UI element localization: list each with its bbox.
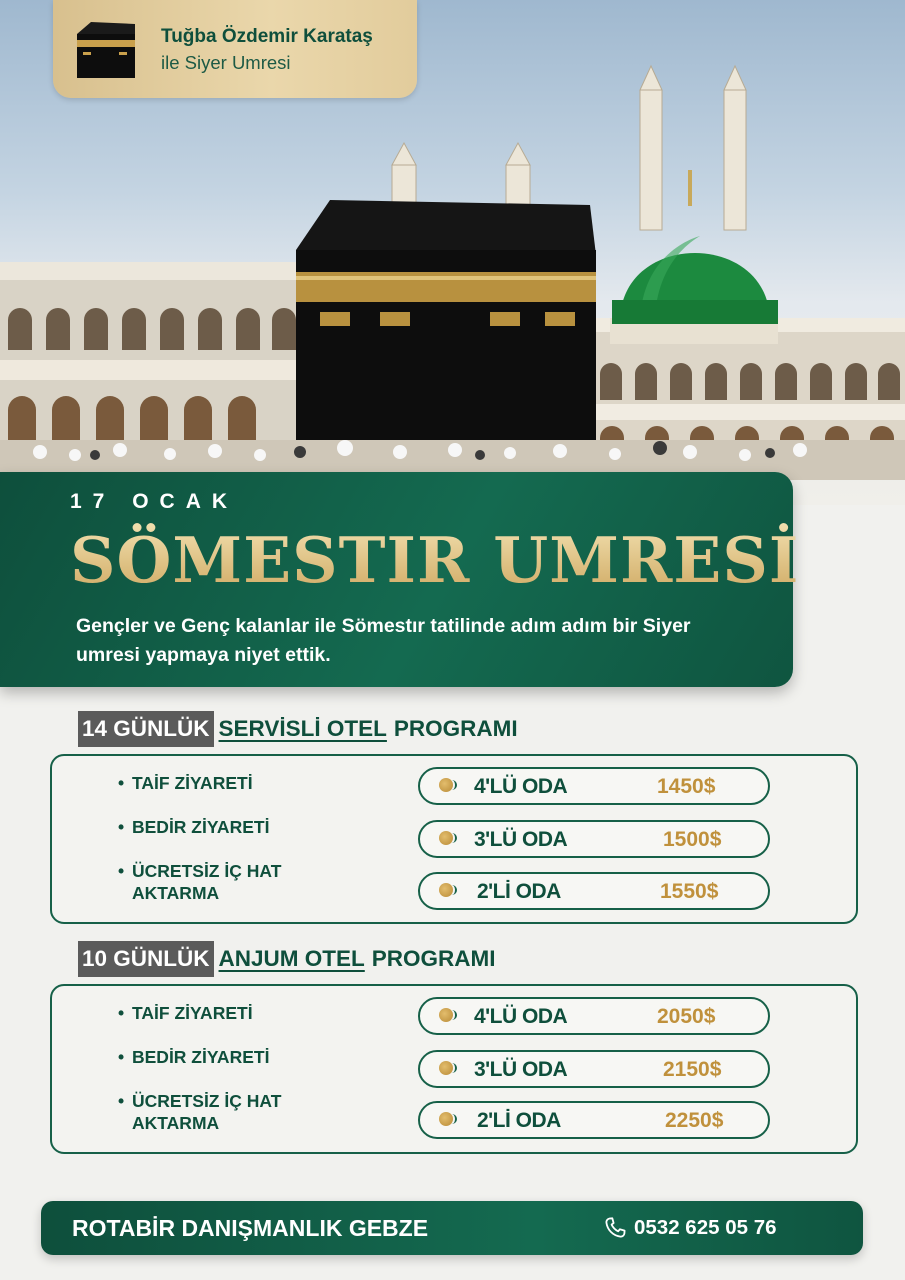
program-label: PROGRAMI	[393, 716, 518, 741]
feature-text: BEDİR ZİYARETİ	[132, 817, 270, 837]
room-price: 1550$	[660, 880, 719, 903]
room-option[interactable]	[418, 820, 770, 858]
feature-text: ÜCRETSİZ İÇ HAT AKTARMA	[132, 1091, 282, 1133]
room-option[interactable]	[418, 1050, 770, 1088]
program-title	[78, 711, 518, 747]
feature-item	[118, 1046, 269, 1068]
intro-text: Gençler ve Genç kalanlar ile Sömestır tatilinde adım adım bir Siyer umresi yapmaya niyet ettik.	[76, 615, 691, 666]
coin-icon	[439, 883, 453, 897]
room-price: 2250$	[665, 1109, 724, 1132]
brand-subtitle: ile Siyer Umresi	[161, 52, 291, 73]
room-price: 2050$	[657, 1005, 716, 1028]
room-price: 1450$	[657, 775, 716, 798]
bullet: •	[118, 1047, 125, 1067]
bullet: •	[118, 1091, 125, 1111]
coin-icon	[439, 778, 453, 792]
bullet: •	[118, 773, 125, 793]
coin-icon	[439, 1008, 453, 1022]
program-hotel: SERVİSLİ OTEL	[218, 716, 387, 741]
feature-item	[118, 772, 253, 794]
kaaba-icon	[75, 20, 137, 80]
company-name: ROTABİR DANIŞMANLIK GEBZE	[72, 1215, 429, 1241]
feature-text: ÜCRETSİZ İÇ HAT AKTARMA	[132, 861, 282, 903]
coin-icon	[439, 831, 453, 845]
room-option[interactable]	[418, 997, 770, 1035]
room-option[interactable]	[418, 1101, 770, 1139]
phone-icon	[603, 1216, 627, 1240]
program-hotel: ANJUM OTEL	[218, 946, 365, 971]
room-name: 2'Lİ ODA	[477, 1109, 561, 1132]
program-days: 14 GÜNLÜK	[78, 711, 214, 747]
room-name: 4'LÜ ODA	[474, 1005, 568, 1028]
feature-item	[118, 860, 338, 904]
program-title	[78, 941, 496, 977]
room-option[interactable]	[418, 767, 770, 805]
coin-icon	[439, 1061, 453, 1075]
coin-icon	[439, 1112, 453, 1126]
phone-number[interactable]: 0532 625 05 76	[634, 1216, 777, 1239]
feature-text: TAİF ZİYARETİ	[132, 1003, 253, 1023]
feature-item	[118, 1002, 253, 1024]
feature-text: TAİF ZİYARETİ	[132, 773, 253, 793]
room-name: 2'Lİ ODA	[477, 880, 561, 903]
room-name: 4'LÜ ODA	[474, 775, 568, 798]
footer-bar	[41, 1201, 863, 1255]
brand-name: Tuğba Özdemir Karataş	[161, 26, 373, 47]
page-title: SÖMESTIR UMRESİ	[70, 523, 800, 597]
bullet: •	[118, 861, 125, 881]
room-option[interactable]	[418, 872, 770, 910]
bullet: •	[118, 817, 125, 837]
event-date: 17 OCAK	[70, 490, 239, 513]
logo-badge	[53, 0, 417, 98]
program-days: 10 GÜNLÜK	[78, 941, 214, 977]
room-price: 1500$	[663, 828, 722, 851]
feature-item	[118, 816, 269, 838]
room-name: 3'LÜ ODA	[474, 1058, 568, 1081]
room-price: 2150$	[663, 1058, 722, 1081]
feature-item	[118, 1090, 338, 1134]
feature-text: BEDİR ZİYARETİ	[132, 1047, 270, 1067]
bullet: •	[118, 1003, 125, 1023]
program-label: PROGRAMI	[371, 946, 496, 971]
room-name: 3'LÜ ODA	[474, 828, 568, 851]
